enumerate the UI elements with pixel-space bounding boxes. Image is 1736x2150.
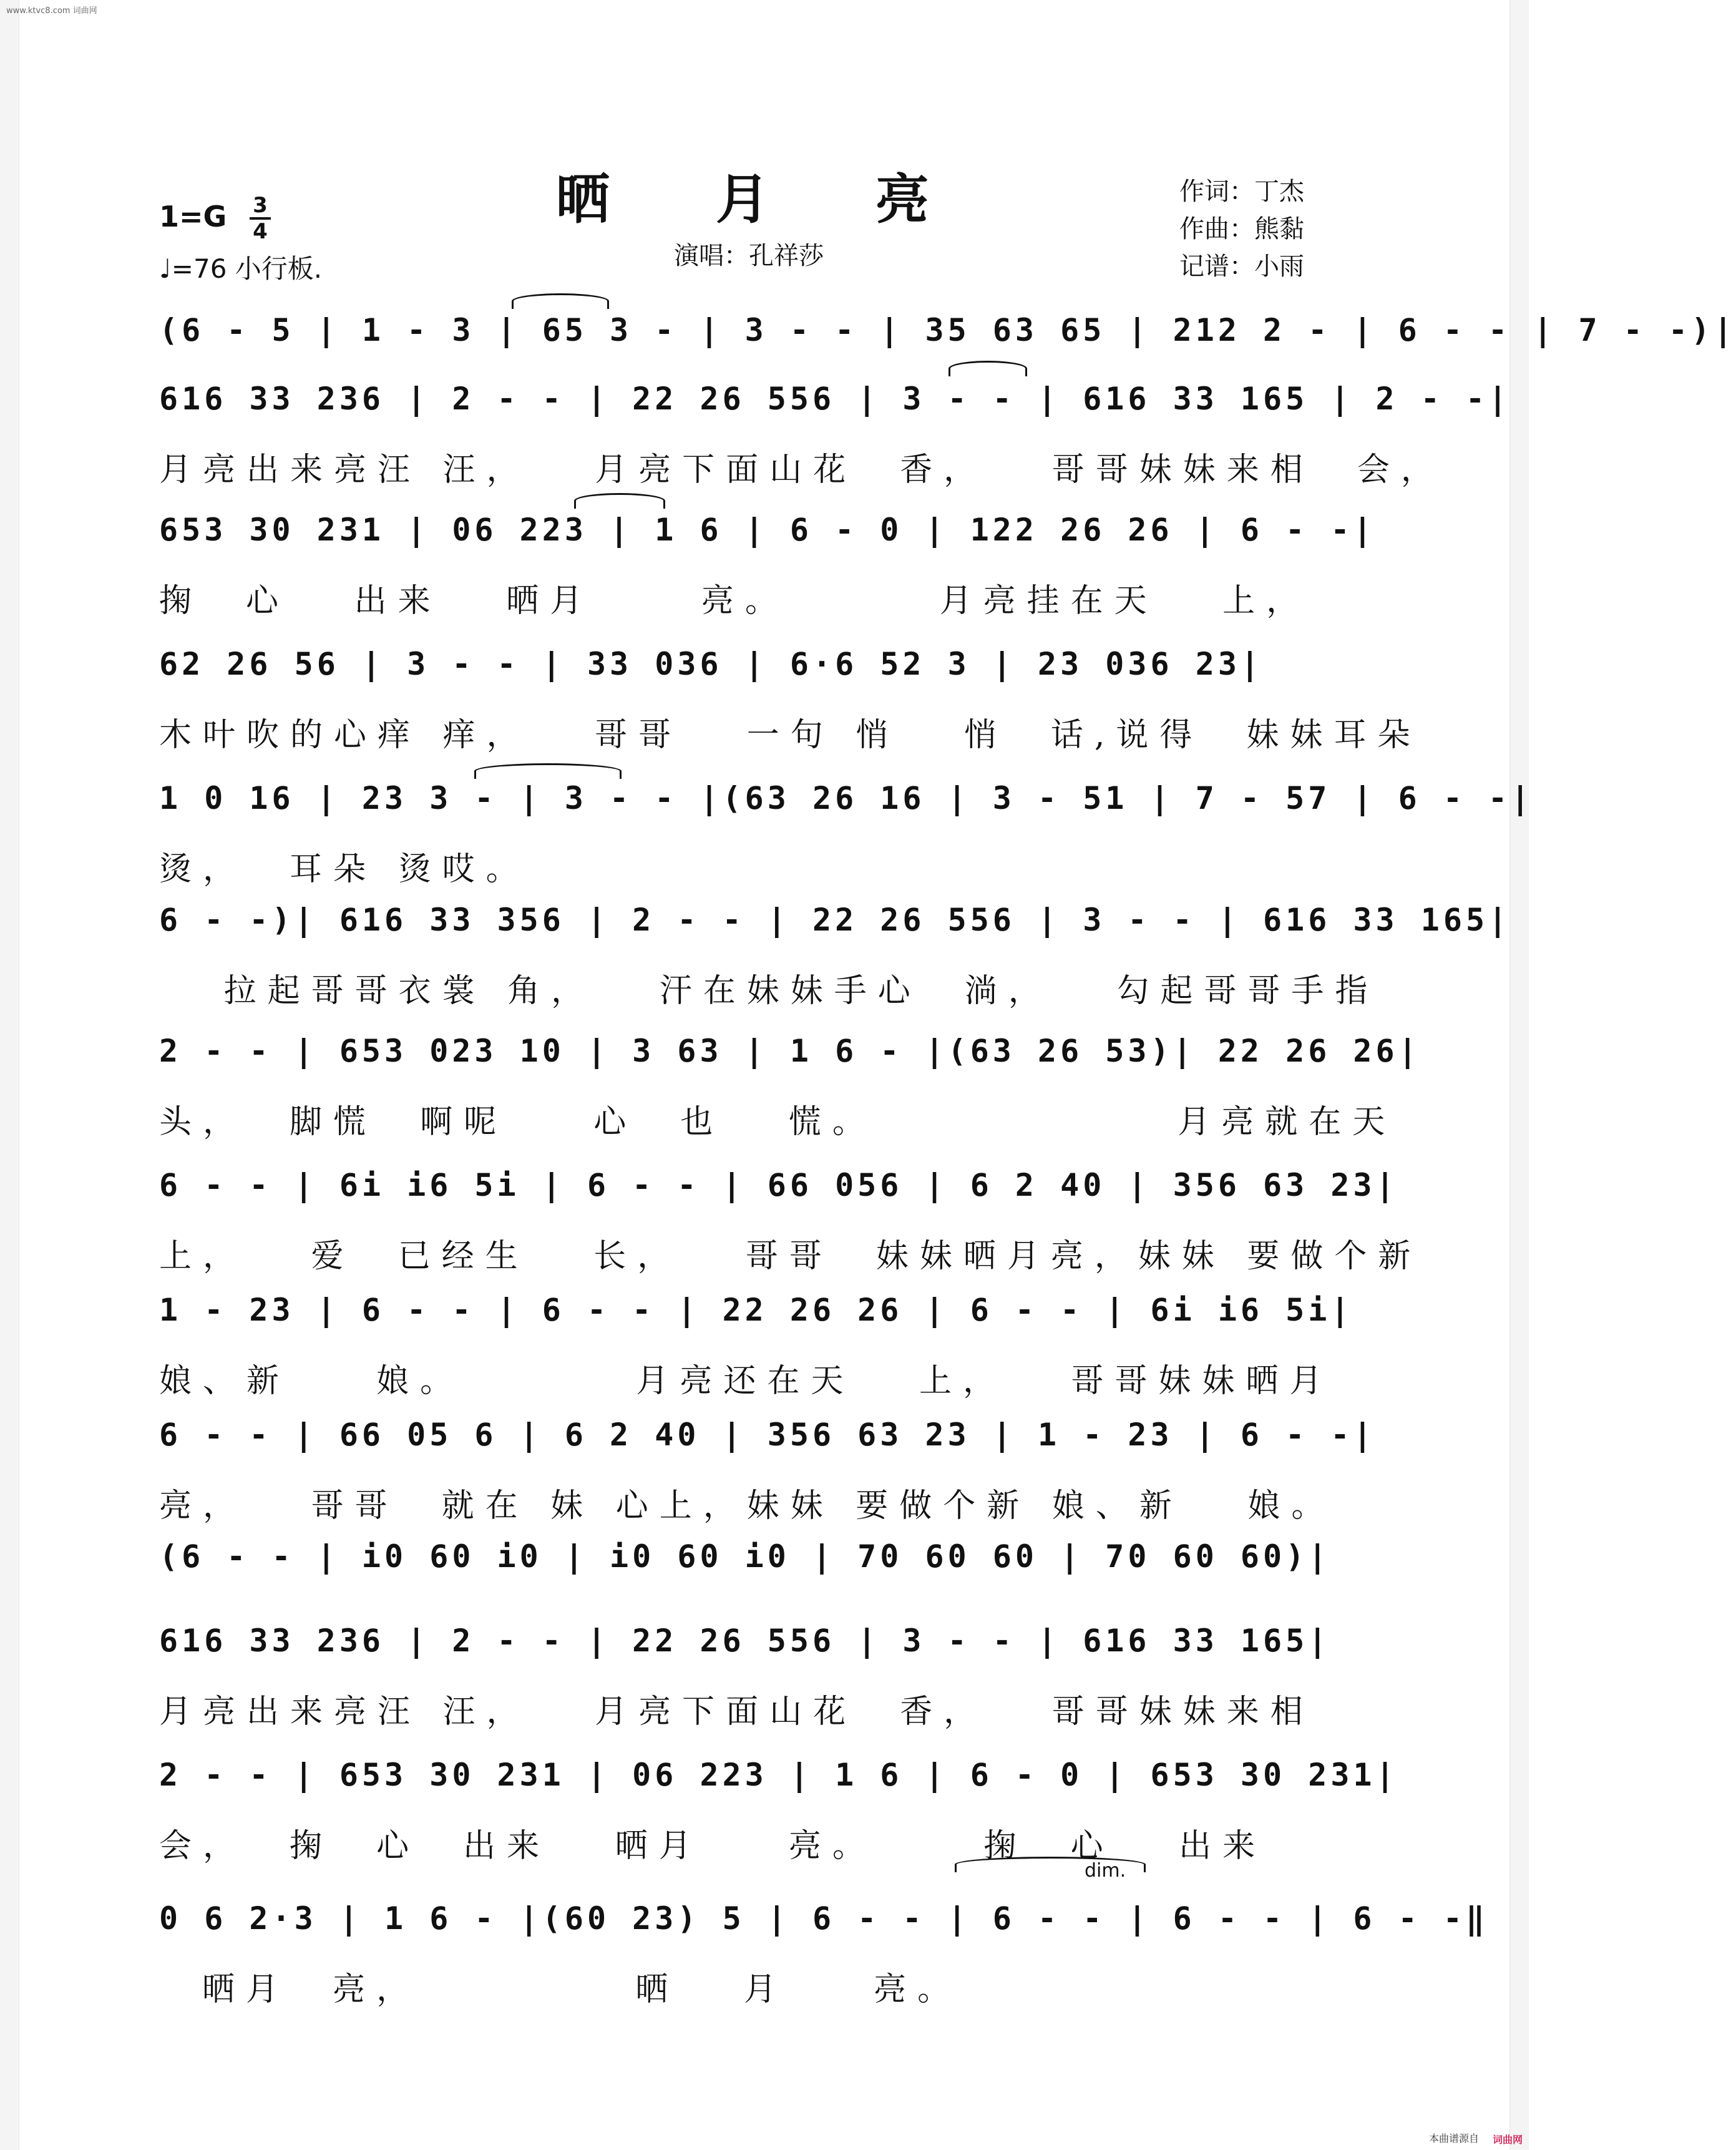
slur-arc <box>512 293 609 309</box>
singer-credit: 演唱：孔祥莎 <box>674 242 824 270</box>
lyrics-line: 晒月 亮， 晒 月 亮。 <box>159 1971 962 2008</box>
transcriber-credit: 记谱：小雨 <box>1179 252 1304 281</box>
lyrics-line: 月亮出来亮汪 汪， 月亮下面山花 香， 哥哥妹妹来相 <box>159 1693 1314 1731</box>
notation-line: (6 - - | i0 60 i0 | i0 60 i0 | 70 60 60 | 70 60 60)| <box>159 1538 1331 1575</box>
key-signature: 1=G <box>159 200 227 233</box>
lyrics-line: 娘、新 娘。 月亮还在天 上， 哥哥妹妹晒月 <box>159 1362 1334 1400</box>
slur-arc <box>955 1857 1146 1872</box>
lyrics-line: 亮， 哥哥 就在 妹 心上，妹妹 要做个新 娘、新 娘。 <box>159 1487 1335 1525</box>
lyrics-line: 木叶吹的心痒 痒， 哥哥 一句 悄 悄 话,说得 妹妹耳朵 <box>159 716 1421 754</box>
lyrics-line: 掬 心 出来 晒月 亮。 月亮挂在天 上， <box>159 582 1310 620</box>
slur-arc <box>474 763 622 779</box>
tempo-marking: ♩=76 小行板. <box>159 253 323 284</box>
notation-line: (6 - 5 | 1 - 3 | 65 3 - | 3 - - | 35 63 65 | 212 2 - | 6 - - | 7 - -)| <box>159 312 1736 348</box>
dim-marking: dim. <box>1085 1860 1126 1882</box>
time-signature <box>250 195 271 242</box>
composer-credit: 作曲：熊黏 <box>1179 215 1304 243</box>
lyricist-credit: 作词：丁杰 <box>1179 177 1304 206</box>
notation-line: 1 0 16 | 23 3 - | 3 - - |(63 26 16 | 3 - 51 | 7 - 57 | 6 - -| <box>159 780 1534 816</box>
slur-arc <box>574 493 665 509</box>
time-numerator: 3 <box>253 193 268 218</box>
notation-line: 616 33 236 | 2 - - | 22 26 556 | 3 - - | 616 33 165| <box>159 1623 1331 1659</box>
notation-line: 6 - - | 6i i6 5i | 6 - - | 66 056 | 6 2 40 | 356 63 23| <box>159 1167 1398 1203</box>
notation-line: 62 26 56 | 3 - - | 33 036 | 6·6 52 3 | 23 036 23| <box>159 646 1264 682</box>
notation-line: 2 - - | 653 30 231 | 06 223 | 1 6 | 6 - 0 | 653 30 231| <box>159 1757 1398 1793</box>
notation-line: 653 30 231 | 06 223 | 1 6 | 6 - 0 | 122 26 26 | 6 - -| <box>159 512 1376 548</box>
notation-line: 6 - - | 66 05 6 | 6 2 40 | 356 63 23 | 1 - 23 | 6 - -| <box>159 1417 1376 1453</box>
site-watermark-top: www.ktvc8.com 词曲网 <box>6 6 97 16</box>
footer-logo: 词曲网 <box>1492 2134 1523 2146</box>
lyrics-line: 头， 脚慌 啊呢 心 也 慌。 月亮就在天 <box>159 1103 1397 1141</box>
lyrics-line: 月亮出来亮汪 汪， 月亮下面山花 香， 哥哥妹妹来相 会， <box>159 451 1445 489</box>
notation-line: 0 6 2·3 | 1 6 - |(60 23) 5 | 6 - - | 6 - - | 6 - - | 6 - -‖ <box>159 1900 1489 1937</box>
lyrics-line: 上， 爱 已经生 长， 哥哥 妹妹晒月亮，妹妹 要做个新 <box>159 1238 1422 1275</box>
notation-line: 1 - 23 | 6 - - | 6 - - | 22 26 26 | 6 - - | 6i i6 5i| <box>159 1292 1353 1328</box>
lyrics-line: 烫， 耳朵 烫哎。 <box>159 851 530 888</box>
notation-line: 616 33 236 | 2 - - | 22 26 556 | 3 - - | 616 33 165 | 2 - -| <box>159 381 1511 417</box>
time-denominator: 4 <box>253 219 268 244</box>
footer-source-text: 本曲谱源自 <box>1428 2133 1479 2144</box>
song-title: 晒 月 亮 <box>556 168 973 231</box>
notation-line: 2 - - | 653 023 10 | 3 63 | 1 6 - |(63 26 53)| 22 26 26| <box>159 1033 1421 1069</box>
lyrics-line: 会， 掬 心 出来 晒月 亮。 掬 心 出来 <box>159 1827 1267 1865</box>
left-margin-strip <box>0 0 19 2150</box>
notation-line: 6 - -)| 616 33 356 | 2 - - | 22 26 556 | 3 - - | 616 33 165| <box>159 902 1511 938</box>
lyrics-line: 拉起哥哥衣裳 角， 汗在妹妹手心 淌， 勾起哥哥手指 <box>159 972 1379 1010</box>
slur-arc <box>948 361 1027 376</box>
